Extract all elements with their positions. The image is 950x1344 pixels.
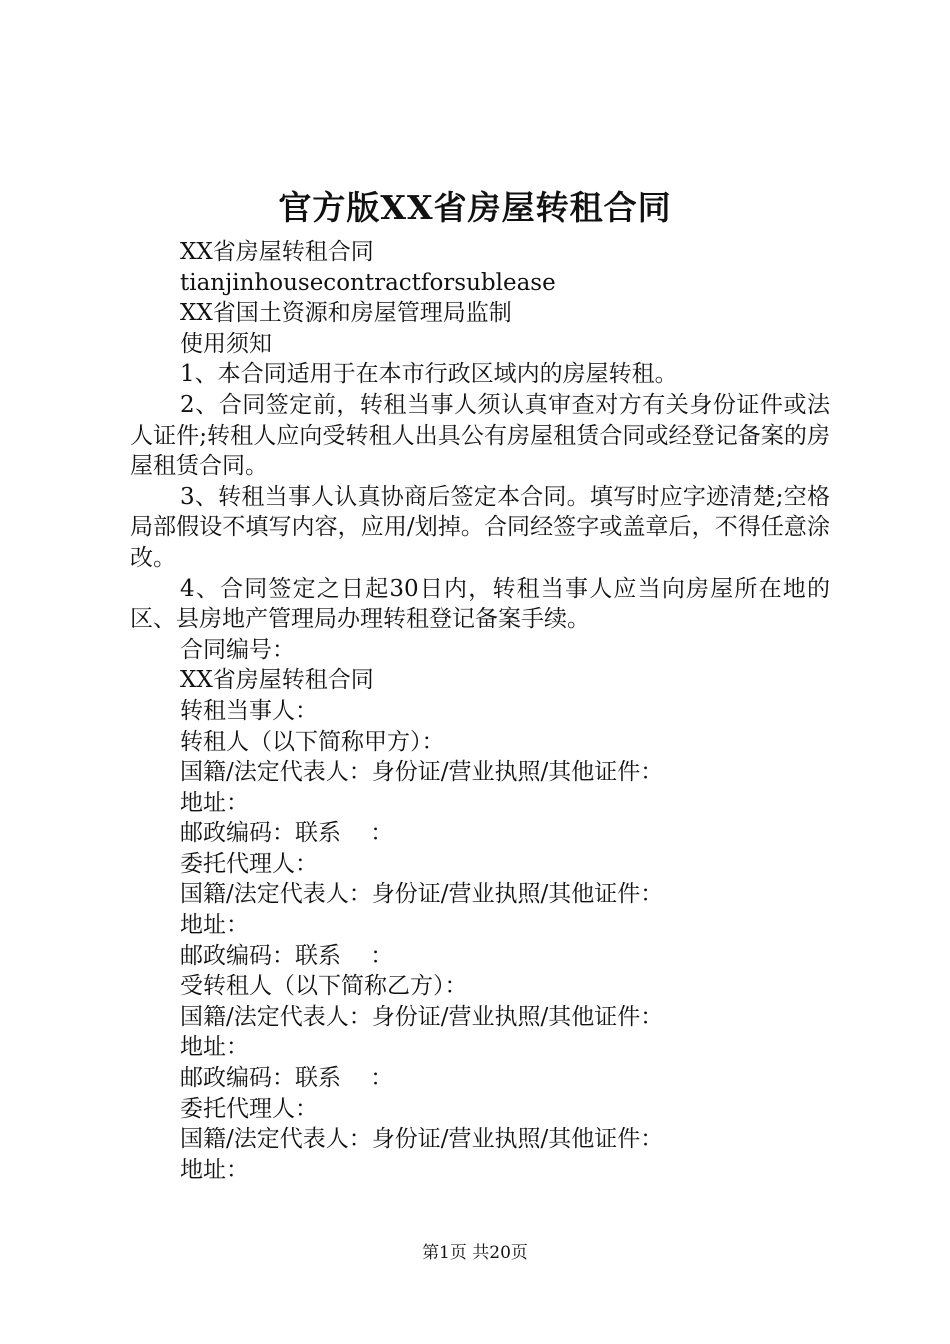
notice-item-2: 2、合同签定前，转租当事人须认真审查对方有关身份证件或法人证件;转租人应向受转租人出具公有房屋租赁合同或经登记备案的房屋租赁合同。 [130, 391, 830, 480]
subtitle-line: XX省房屋转租合同 [180, 239, 374, 265]
party-b-heading: 受转租人（以下简称乙方）： [180, 973, 468, 1000]
page-footer: 第1页 共20页 [422, 1243, 528, 1263]
document-title: 官方版XX省房屋转租合同 [278, 188, 672, 227]
party-a-postal: 邮政编码：联系 ： [180, 820, 394, 847]
contract-title-line: XX省房屋转租合同 [180, 667, 374, 694]
party-a-heading: 转租人（以下简称甲方）： [180, 728, 445, 755]
party-b-agent-heading: 委托代理人： [180, 1095, 318, 1122]
contract-number-label: 合同编号： [180, 636, 295, 663]
party-b-address: 地址： [180, 1034, 249, 1061]
notice-item-3: 3、转租当事人认真协商后签定本合同。填写时应字迹清楚;空格局部假设不填写内容，应用/划掉。合同经签字或盖章后，不得任意涂改。 [130, 483, 830, 571]
party-b-postal: 邮政编码：联系 ： [180, 1065, 394, 1092]
document-body [130, 237, 830, 1185]
party-a-agent-id-line: 国籍/法定代表人：身份证/营业执照/其他证件： [180, 881, 664, 908]
party-a-agent-postal: 邮政编码：联系 ： [180, 942, 394, 969]
party-b-agent-id-line: 国籍/法定代表人：身份证/营业执照/其他证件： [180, 1126, 664, 1153]
english-title-line: tianjinhousecontractforsublease [180, 269, 556, 296]
party-b-agent-address: 地址： [180, 1156, 249, 1183]
party-a-agent-address: 地址： [180, 912, 249, 939]
notice-item-1: 1、本合同适用于在本市行政区域内的房屋转租。 [180, 361, 678, 388]
party-a-id-line: 国籍/法定代表人：身份证/营业执照/其他证件： [180, 759, 664, 786]
usage-notice-heading: 使用须知 [180, 330, 272, 357]
notice-item-4: 4、合同签定之日起30日内，转租当事人应当向房屋所在地的区、县房地产管理局办理转租登记备案手续。 [130, 575, 830, 633]
party-a-address: 地址： [180, 789, 249, 816]
party-b-id-line: 国籍/法定代表人：身份证/营业执照/其他证件： [180, 1003, 664, 1030]
party-a-agent-heading: 委托代理人： [180, 850, 318, 877]
issuer-line: XX省国土资源和房屋管理局监制 [180, 300, 512, 327]
parties-heading: 转租当事人： [180, 697, 318, 724]
